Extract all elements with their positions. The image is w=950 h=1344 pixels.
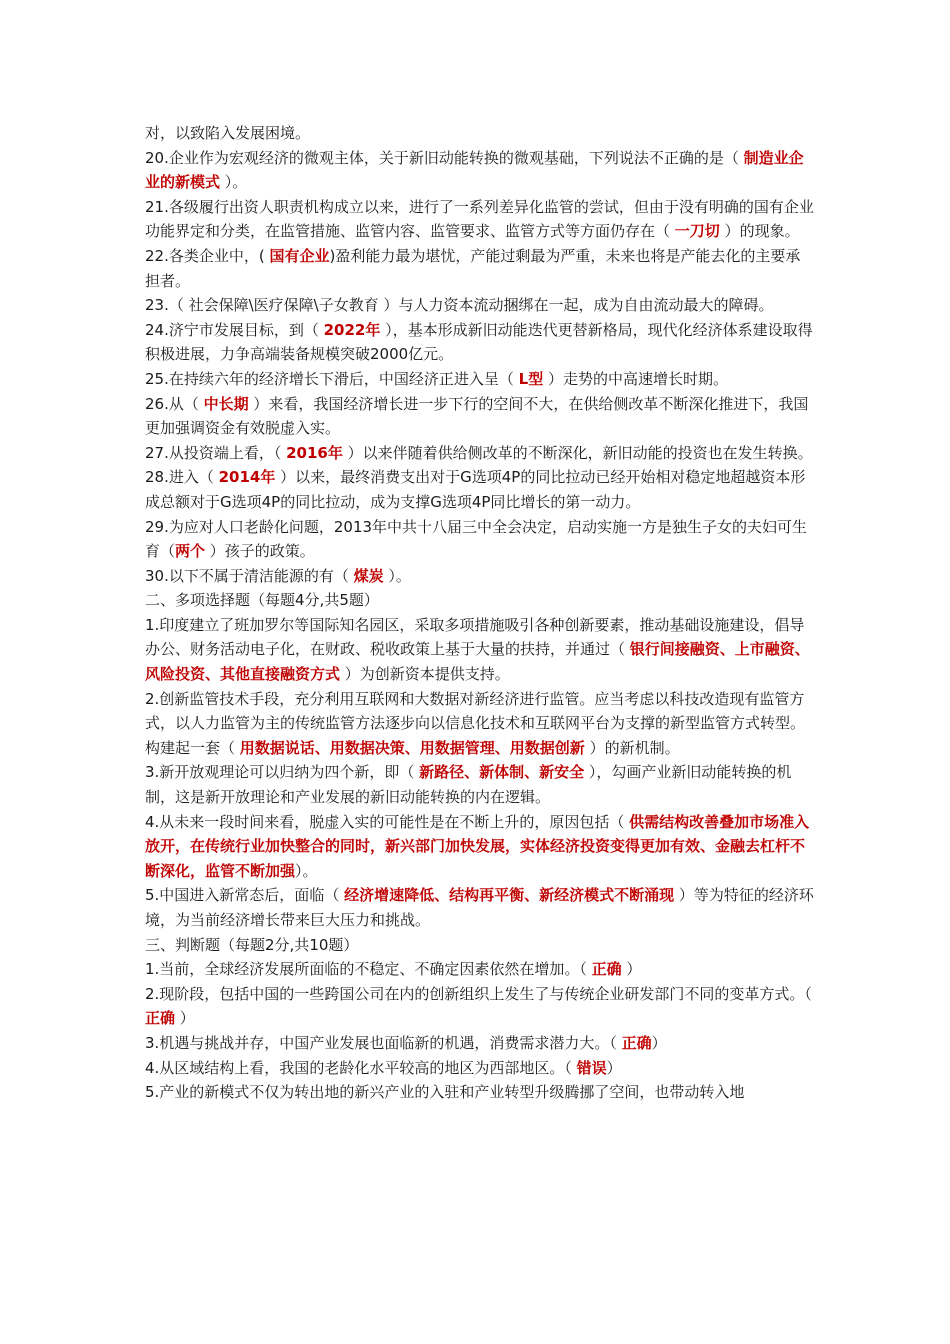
question-text: ）为创新资本提供支持。 bbox=[340, 665, 510, 684]
question-text: ）走势的中高速增长时期。 bbox=[543, 369, 728, 388]
question-text: ）来看，我国经济增长进一步下行的空间不大，在供给侧改革不断深化推进下，我国更加强调资金有效脱虚入实。 bbox=[145, 394, 809, 438]
question-text: 24.济宁市发展目标，到（ bbox=[145, 320, 324, 339]
paragraph bbox=[145, 515, 815, 564]
question-text: ）以来，最终消费支出对于G选项4P的同比拉动已经开始相对稳定地超越资本形成总额对于G选项4P的同比拉动，成为支撑G选项4P同比增长的第一动力。 bbox=[145, 468, 806, 511]
paragraph bbox=[145, 367, 815, 392]
answer-text: 用数据说话、用数据决策、用数据管理、用数据创新 bbox=[239, 738, 585, 757]
question-text: ）。 bbox=[383, 566, 411, 585]
paragraph bbox=[145, 564, 815, 589]
question-text: ）。 bbox=[295, 861, 318, 880]
question-text: 20.企业作为宏观经济的微观主体，关于新旧动能转换的微观基础，下列说法不正确的是（ bbox=[145, 148, 744, 167]
paragraph bbox=[145, 687, 815, 761]
paragraph bbox=[145, 392, 815, 441]
question-text: 26.从（ bbox=[145, 394, 204, 413]
question-text: ）的现象。 bbox=[719, 222, 800, 241]
question-text: 三、判断题（每题2分,共10题） bbox=[145, 935, 359, 954]
question-text: 5.产业的新模式不仅为转出地的新兴产业的入驻和产业转型升级腾挪了空间，也带动转入地 bbox=[145, 1083, 745, 1102]
question-text: 28.进入（ bbox=[145, 468, 219, 487]
question-text: ），勾画产业新旧动能转换的机制，这是新开放理论和产业发展的新旧动能转换的内在逻辑。 bbox=[145, 763, 792, 807]
question-text: ） bbox=[651, 1033, 667, 1052]
question-text: 3.机遇与挑战并存，中国产业发展也面临新的机遇，消费需求潜力大。（ bbox=[145, 1033, 622, 1052]
paragraph bbox=[145, 293, 815, 318]
question-text: 2.现阶段，包括中国的一些跨国公司在内的创新组织上发生了与传统企业研发部门不同的变革方式。（ bbox=[145, 984, 812, 1003]
paragraph bbox=[145, 933, 815, 958]
question-text: 1.当前，全球经济发展所面临的不稳定、不确定因素依然在增加。（ bbox=[145, 960, 592, 979]
paragraph bbox=[145, 982, 815, 1031]
question-text: 4.从未来一段时间来看，脱虚入实的可能性是在不断上升的，原因包括（ bbox=[145, 812, 630, 831]
paragraph bbox=[145, 760, 815, 809]
answer-text: 错误 bbox=[576, 1058, 607, 1077]
answer-text: L型 bbox=[518, 369, 544, 388]
answer-text: 国有企业 bbox=[269, 246, 330, 265]
paragraph bbox=[145, 883, 815, 932]
question-text: 5.中国进入新常态后，面临（ bbox=[145, 886, 345, 905]
answer-text: 正确 bbox=[145, 1009, 176, 1028]
paragraph bbox=[145, 810, 815, 884]
paragraph bbox=[145, 146, 815, 195]
answer-text: 供需结构改善叠加市场准入放开，在传统行业加快整合的同时，新兴部门加快发展，实体经济投资变得更加有效、金融去杠杆不断深化，监管不断加强 bbox=[145, 812, 810, 880]
answer-text: 一刀切 bbox=[674, 222, 720, 241]
question-text: 29.为应对人口老龄化问题，2013年中共十八届三中全会决定，启动实施一方是独生子女的夫妇可生育（ bbox=[145, 517, 808, 561]
question-text: 4.从区域结构上看，我国的老龄化水平较高的地区为西部地区。（ bbox=[145, 1058, 577, 1077]
answer-text: 2014年 bbox=[218, 468, 276, 487]
answer-text: 新路径、新体制、新安全 bbox=[419, 763, 585, 782]
question-text: 23.（ 社会保障\医疗保障\子女教育 ）与人力资本流动捆绑在一起，成为自由流动最大的障碍。 bbox=[145, 296, 774, 315]
question-text: ）等为特征的经济环境，为当前经济增长带来巨大压力和挑战。 bbox=[145, 886, 814, 929]
paragraph bbox=[145, 1080, 815, 1105]
answer-text: 正确 bbox=[591, 960, 622, 979]
answer-text: 煤炭 bbox=[353, 566, 384, 585]
question-text: 1.印度建立了班加罗尔等国际知名园区，采取多项措施吸引各种创新要素，推动基础设施建设，倡导办公、财务活动电子化，在财政、税收政策上基于大量的扶持，并通过（ bbox=[145, 615, 805, 659]
answer-text: 2016年 bbox=[286, 443, 343, 462]
question-text: ） bbox=[175, 1009, 195, 1028]
paragraph bbox=[145, 1056, 815, 1081]
question-text: ） bbox=[606, 1058, 622, 1077]
paragraph bbox=[145, 465, 815, 514]
paragraph bbox=[145, 441, 815, 466]
question-text: 25.在持续六年的经济增长下滑后，中国经济正进入呈（ bbox=[145, 369, 519, 388]
paragraph bbox=[145, 588, 815, 613]
paragraph bbox=[145, 195, 815, 244]
question-text: ）孩子的政策。 bbox=[205, 542, 315, 561]
answer-text: 正确 bbox=[621, 1033, 652, 1052]
answer-text: 制造业企业的新模式 bbox=[145, 148, 804, 192]
answer-text: 两个 bbox=[175, 542, 206, 561]
question-text: )盈利能力最为堪忧，产能过剩最为严重，未来也将是产能去化的主要承担者。 bbox=[145, 246, 801, 290]
answer-text: 经济增速降低、结构再平衡、新经济模式不断涌现 bbox=[344, 886, 675, 905]
question-text: 30.以下不属于清洁能源的有（ bbox=[145, 566, 354, 585]
question-text: ）。 bbox=[220, 173, 248, 192]
answer-text: 银行间接融资、上市融资、风险投资、其他直接融资方式 bbox=[145, 640, 810, 684]
paragraph bbox=[145, 613, 815, 687]
answer-text: 2022年 bbox=[323, 320, 381, 339]
answer-text: 中长期 bbox=[203, 394, 249, 413]
question-text: ）的新机制。 bbox=[584, 738, 680, 757]
question-text: ） bbox=[621, 960, 642, 979]
question-text: 2.创新监管技术手段，充分利用互联网和大数据对新经济进行监管。应当考虑以科技改造现有监管方式，以人力监管为主的传统监管方法逐步向以信息化技术和互联网平台为支撑的新型监管方式转型。构建起一套（ bbox=[145, 689, 806, 757]
question-text: ）以来伴随着供给侧改革的不断深化，新旧动能的投资也在发生转换。 bbox=[342, 443, 813, 462]
question-text: 二、多项选择题（每题4分,共5题） bbox=[145, 591, 379, 610]
question-text: 对，以致陷入发展困境。 bbox=[145, 124, 311, 142]
question-text: 27.从投资端上看，（ bbox=[145, 443, 287, 462]
question-text: 21.各级履行出资人职责机构成立以来，进行了一系列差异化监管的尝试，但由于没有明确的国有企业功能界定和分类，在监管措施、监管内容、监管要求、监管方式等方面仍存在（ bbox=[145, 197, 814, 241]
paragraph bbox=[145, 244, 815, 293]
paragraph bbox=[145, 957, 815, 982]
paragraph bbox=[145, 121, 815, 146]
paragraph bbox=[145, 318, 815, 367]
document-body bbox=[145, 121, 815, 1105]
paragraph bbox=[145, 1031, 815, 1056]
question-text: 3.新开放观理论可以归纳为四个新，即（ bbox=[145, 763, 420, 782]
question-text: 22.各类企业中，( bbox=[145, 246, 270, 265]
question-text: ），基本形成新旧动能迭代更替新格局，现代化经济体系建设取得积极进展，力争高端装备规模突破2000亿元。 bbox=[145, 320, 813, 364]
